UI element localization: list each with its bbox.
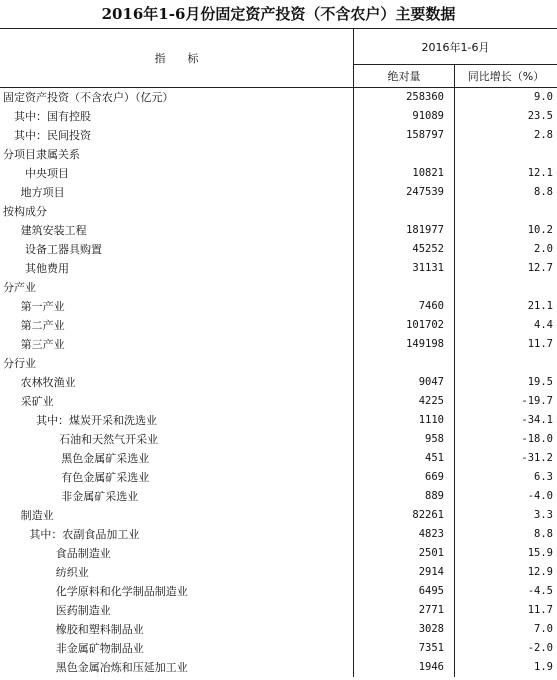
- table-body: [0, 88, 557, 677]
- row-absolute: 2501: [418, 547, 444, 559]
- table-row: [0, 259, 557, 278]
- header-absolute: 绝对量: [354, 65, 455, 87]
- table-row: [0, 658, 557, 677]
- table-row: [0, 544, 557, 563]
- page-title: 2016年1-6月份固定资产投资（不含农户）主要数据: [101, 5, 456, 23]
- table-row: [0, 392, 557, 411]
- row-absolute: 451: [425, 452, 444, 464]
- row-absolute: 4823: [418, 528, 444, 540]
- row-yoy: 3.3: [534, 509, 553, 521]
- row-indicator: 第二产业: [20, 319, 65, 332]
- row-yoy: -4.0: [527, 490, 553, 502]
- row-indicator: 固定资产投资（不含农户）（亿元）: [3, 91, 174, 104]
- row-indicator: 黑色金属矿采选业: [61, 452, 150, 465]
- row-yoy: 7.0: [534, 623, 553, 635]
- row-absolute: 10821: [412, 167, 444, 179]
- row-indicator: 建筑安装工程: [20, 224, 87, 237]
- row-indicator: 石油和天然气开采业: [59, 433, 159, 446]
- row-indicator: 纺织业: [55, 566, 89, 579]
- row-absolute: 3028: [418, 623, 444, 635]
- row-yoy: 15.9: [527, 547, 553, 559]
- table-row: [0, 525, 557, 544]
- row-indicator: 地方项目: [20, 186, 65, 199]
- data-table: [0, 28, 557, 677]
- row-absolute: 158797: [406, 129, 444, 141]
- row-indicator: 制造业: [20, 509, 54, 522]
- table-row: [0, 316, 557, 335]
- row-indicator: 按构成分: [3, 205, 47, 218]
- row-absolute: 258360: [406, 91, 444, 103]
- table-row: [0, 88, 557, 107]
- row-absolute: 1110: [418, 414, 444, 426]
- row-yoy: 2.8: [534, 129, 553, 141]
- table-row: [0, 449, 557, 468]
- row-absolute: 181977: [406, 224, 444, 236]
- table-row: [0, 240, 557, 259]
- row-indicator: 中央项目: [25, 167, 69, 180]
- row-absolute: 4225: [418, 395, 444, 407]
- row-absolute: 31131: [412, 262, 444, 274]
- row-yoy: -19.7: [521, 395, 553, 407]
- table-row: [0, 601, 557, 620]
- row-absolute: 91089: [412, 110, 444, 122]
- row-indicator: 黑色金属冶炼和压延加工业: [55, 661, 188, 674]
- row-indicator: 其中：农副食品加工业: [29, 528, 140, 541]
- row-yoy: 9.0: [534, 91, 553, 103]
- row-indicator: 分行业: [3, 357, 36, 370]
- table-row: [0, 639, 557, 658]
- row-indicator: 其中：煤炭开采和洗选业: [36, 414, 157, 427]
- row-absolute: 2914: [418, 566, 444, 578]
- row-absolute: 889: [425, 490, 444, 502]
- row-absolute: 2771: [418, 604, 444, 616]
- row-absolute: 101702: [406, 319, 444, 331]
- table-row: [0, 278, 557, 297]
- row-indicator: 化学原料和化学制品制造业: [55, 585, 188, 598]
- table-row: [0, 354, 557, 373]
- row-yoy: 12.1: [527, 167, 553, 179]
- row-indicator: 其中：民间投资: [14, 129, 91, 142]
- table-row: [0, 373, 557, 392]
- row-yoy: -2.0: [527, 642, 553, 654]
- table-row: [0, 335, 557, 354]
- header-period: 2016年1-6月: [354, 29, 557, 65]
- row-indicator: 第一产业: [20, 300, 65, 313]
- row-indicator: 非金属矿采选业: [61, 490, 139, 503]
- table-row: [0, 563, 557, 582]
- row-yoy: -34.1: [521, 414, 553, 426]
- row-indicator: 其他费用: [25, 262, 69, 275]
- row-indicator: 其中：国有控股: [14, 110, 91, 123]
- row-yoy: -18.0: [521, 433, 553, 445]
- row-absolute: 7351: [418, 642, 444, 654]
- table-row: [0, 202, 557, 221]
- table-row: [0, 506, 557, 525]
- table-row: [0, 468, 557, 487]
- row-absolute: 45252: [412, 243, 444, 255]
- row-yoy: -4.5: [527, 585, 553, 597]
- row-indicator: 设备工器具购置: [25, 243, 102, 256]
- table-row: [0, 164, 557, 183]
- row-yoy: 1.9: [534, 661, 553, 673]
- table-row: [0, 126, 557, 145]
- row-indicator: 橡胶和塑料制品业: [55, 623, 144, 636]
- row-indicator: 医药制造业: [55, 604, 111, 617]
- row-yoy: 11.7: [527, 338, 553, 350]
- row-yoy: -31.2: [521, 452, 553, 464]
- row-yoy: 23.5: [527, 110, 553, 122]
- row-yoy: 19.5: [527, 376, 553, 388]
- header-indicator: 指 标: [0, 29, 354, 87]
- row-absolute: 669: [425, 471, 444, 483]
- row-indicator: 第三产业: [20, 338, 65, 351]
- header-yoy: 同比增长（%）: [467, 70, 545, 83]
- table-row: [0, 411, 557, 430]
- row-indicator: 农林牧渔业: [20, 376, 76, 389]
- table-row: [0, 430, 557, 449]
- row-indicator: 分项目隶属关系: [3, 148, 80, 161]
- table-row: [0, 297, 557, 316]
- row-yoy: 4.4: [534, 319, 553, 331]
- row-yoy: 21.1: [527, 300, 553, 312]
- row-absolute: 247539: [406, 186, 444, 198]
- table-row: [0, 107, 557, 126]
- row-absolute: 82261: [412, 509, 444, 521]
- table-row: [0, 183, 557, 202]
- row-yoy: 10.2: [527, 224, 553, 236]
- row-absolute: 1946: [418, 661, 444, 673]
- row-yoy: 11.7: [527, 604, 553, 616]
- table-row: [0, 487, 557, 506]
- row-indicator: 非金属矿物制品业: [55, 642, 144, 655]
- row-absolute: 7460: [418, 300, 444, 312]
- table-row: [0, 582, 557, 601]
- row-absolute: 9047: [418, 376, 444, 388]
- table-header: [0, 29, 557, 88]
- table-row: [0, 221, 557, 240]
- row-indicator: 分产业: [3, 281, 36, 294]
- row-absolute: 149198: [406, 338, 444, 350]
- row-absolute: 958: [425, 433, 444, 445]
- row-yoy: 12.7: [527, 262, 553, 274]
- row-absolute: 6495: [418, 585, 444, 597]
- row-yoy: 6.3: [534, 471, 553, 483]
- row-yoy: 12.9: [527, 566, 553, 578]
- row-indicator: 采矿业: [20, 395, 54, 408]
- row-indicator: 食品制造业: [55, 547, 111, 560]
- row-indicator: 有色金属矿采选业: [61, 471, 150, 484]
- row-yoy: 2.0: [534, 243, 553, 255]
- table-row: [0, 620, 557, 639]
- row-yoy: 8.8: [534, 186, 553, 198]
- row-yoy: 8.8: [534, 528, 553, 540]
- table-row: [0, 145, 557, 164]
